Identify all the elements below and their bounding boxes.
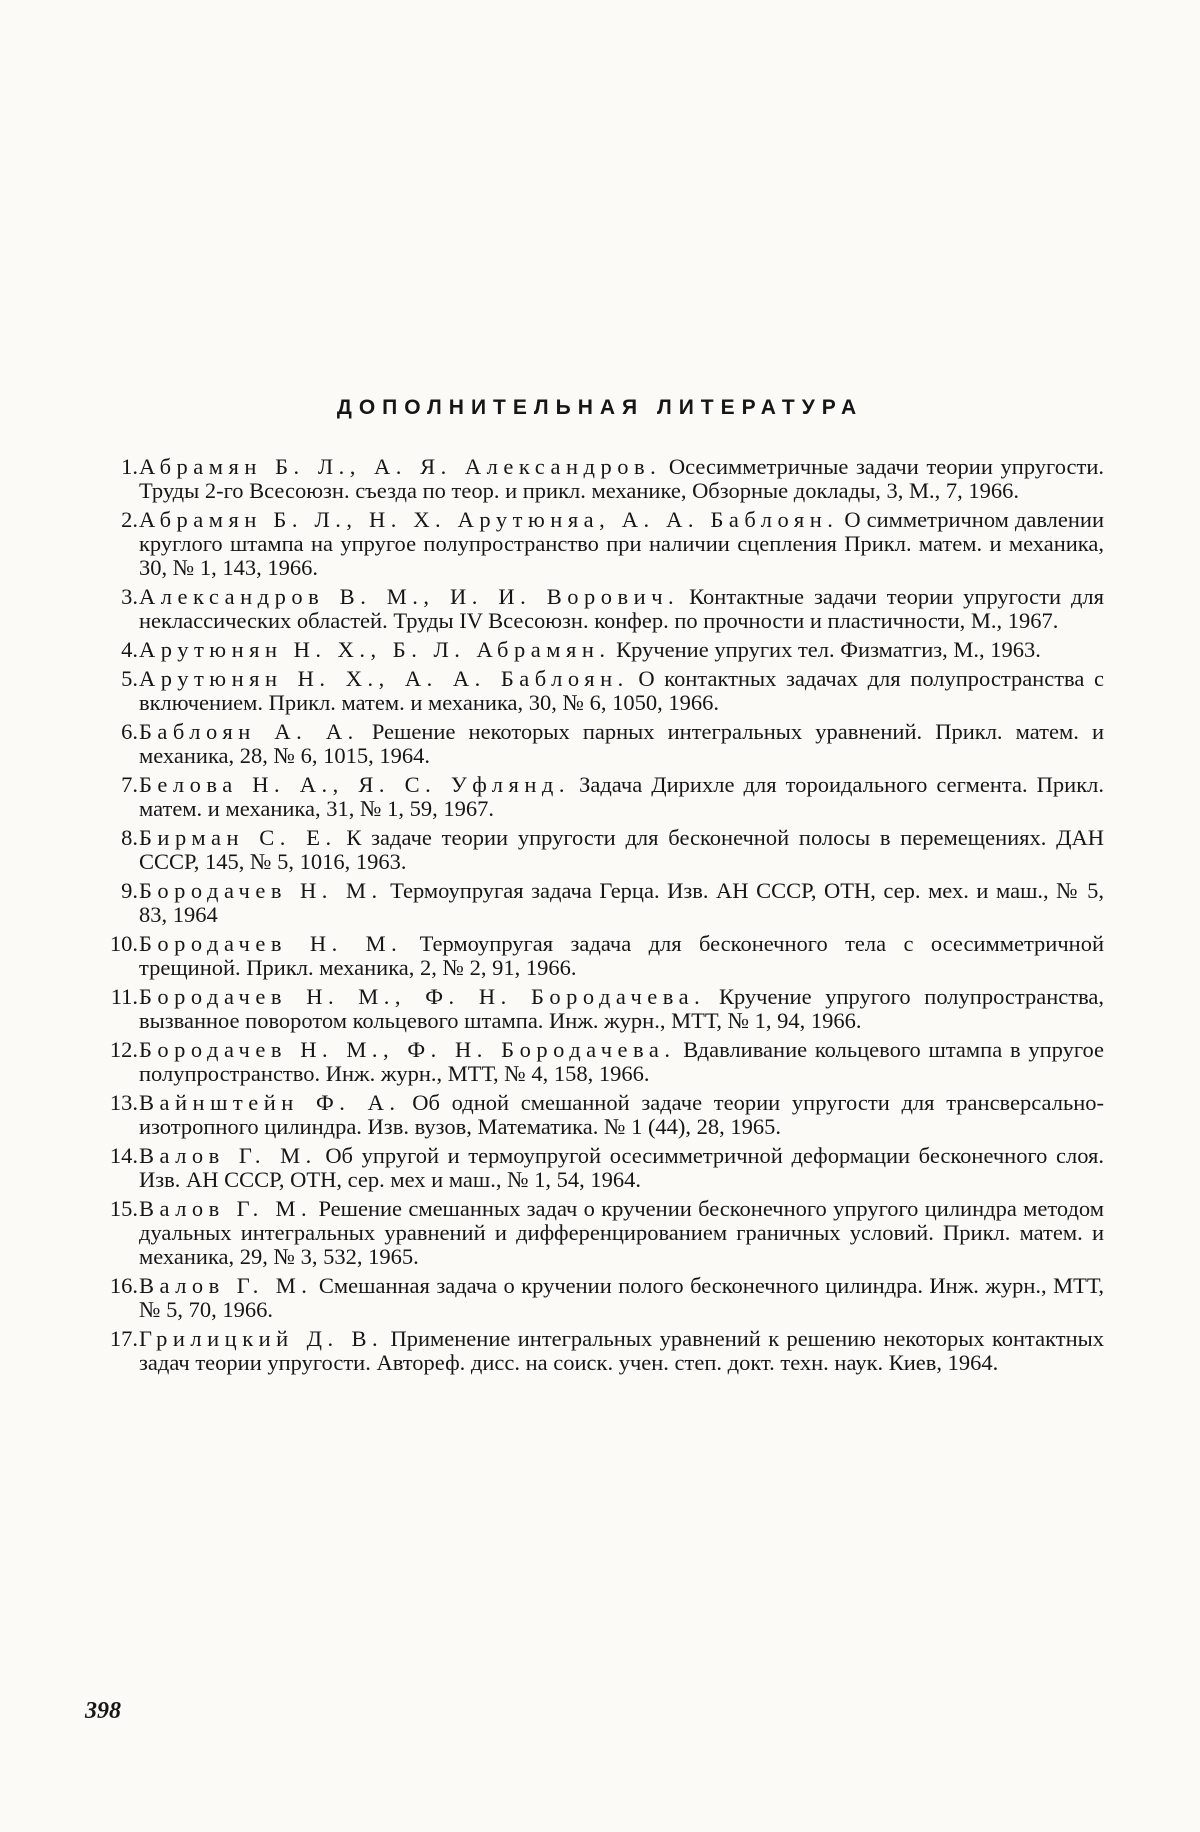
reference-number: 6. [121, 719, 138, 744]
reference-item [0, 826, 1200, 874]
reference-number: 8. [121, 825, 138, 850]
reference-number: 13. [109, 1090, 138, 1115]
reference-authors: Грилицкий Д. В. [139, 1326, 384, 1351]
reference-body [139, 773, 1104, 821]
reference-number: 14. [109, 1143, 138, 1168]
reference-list [0, 455, 1200, 1380]
reference-item [0, 720, 1200, 768]
reference-text: Об одной смешанной задаче теории упругости для трансверсально-изотропного цилиндра. Изв. вузов, Математика. № 1 (44), 28, 1965. [139, 1090, 1105, 1139]
reference-body [139, 1327, 1104, 1375]
reference-body [139, 585, 1104, 633]
reference-authors: Абрамян Б. Л., А. Я. Александров. [139, 454, 662, 479]
reference-text: К задаче теории упругости для бесконечной полосы в перемещениях. ДАН СССР, 145, № 5, 1016, 1963. [139, 825, 1105, 874]
reference-body [139, 1274, 1104, 1322]
reference-item [0, 773, 1200, 821]
reference-text: Смешанная задача о кручении полого бесконечного цилиндра. Инж. журн., МТТ, № 5, 70, 1966. [139, 1273, 1104, 1322]
reference-body [139, 455, 1104, 503]
reference-authors: Бородачев Н. М. [139, 878, 383, 903]
reference-item [0, 879, 1200, 927]
reference-authors: Валов Г. М. [139, 1273, 313, 1298]
reference-authors: Бородачев Н. М., Ф. Н. Бородачева. [139, 984, 706, 1009]
reference-authors: Абрамян Б. Л., Н. Х. Арутюняа, А. А. Баблоян. [139, 507, 839, 532]
reference-text: Термоупругая задача Герца. Изв. АН СССР, ОТН, сер. мех. и маш., № 5, 83, 1964 [139, 878, 1104, 927]
reference-item [0, 585, 1200, 633]
reference-item [0, 1144, 1200, 1192]
reference-number: 16. [109, 1273, 138, 1298]
reference-number: 1. [121, 454, 138, 479]
reference-authors: Арутюнян Н. Х., А. А. Баблоян. [139, 666, 629, 691]
reference-authors: Баблоян А. А. [139, 719, 359, 744]
reference-authors: Арутюнян Н. Х., Б. Л. Абрамян. [139, 637, 611, 662]
reference-body [139, 1091, 1104, 1139]
reference-item [0, 1038, 1200, 1086]
reference-item [0, 985, 1200, 1033]
reference-body [139, 638, 1104, 662]
reference-item [0, 508, 1200, 580]
reference-authors: Вайнштейн Ф. А. [139, 1090, 401, 1115]
reference-number: 10. [109, 931, 138, 956]
reference-text: Вдавливание кольцевого штампа в упругое полупространство. Инж. журн., МТТ, № 4, 158, 1966. [139, 1037, 1104, 1086]
reference-authors: Александров В. М., И. И. Ворович. [139, 584, 680, 609]
reference-body [139, 1197, 1104, 1269]
reference-text: Задача Дирихле для тороидального сегмента. Прикл. матем. и механика, 31, № 1, 59, 1967. [139, 772, 1105, 821]
section-title: ДОПОЛНИТЕЛЬНАЯ ЛИТЕРАТУРА [336, 396, 864, 419]
reference-authors: Бородачев Н. М. [139, 931, 403, 956]
reference-text: Применение интегральных уравнений к решению некоторых контактных задач теории упругости. Автореф. дисс. на соиск. учен. степ. докт. техн. наук. Киев, 1964. [139, 1326, 1104, 1375]
reference-text: Решение смешанных задач о кручении бесконечного упругого цилиндра методом дуальных интегральных уравнений и дифференцированием граничных условий. Прикл. матем. и механика, 29, № 3, 532, 1965. [139, 1196, 1104, 1269]
reference-text: Кручение упругого полупространства, вызванное поворотом кольцевого штампа. Инж. журн., МТТ, № 1, 94, 1966. [139, 984, 1105, 1033]
reference-text: Осесимметричные задачи теории упругости. Труды 2-го Всесоюзн. съезда по теор. и прикл. механике, Обзорные доклады, 3, М., 7, 1966. [139, 454, 1105, 503]
reference-number: 11. [110, 984, 138, 1009]
reference-authors: Валов Г. М. [139, 1143, 317, 1168]
reference-authors: Белова Н. А., Я. С. Уфлянд. [139, 772, 570, 797]
reference-item [0, 1091, 1200, 1139]
reference-text: О контактных задачах для полупространства с включением. Прикл. матем. и механика, 30, № 6, 1050, 1966. [139, 666, 1104, 715]
reference-text: Об упругой и термоупругой осесимметричной деформации бесконечного слоя. Изв. АН СССР, ОТН, сер. мех и маш., № 1, 54, 1964. [139, 1143, 1104, 1192]
reference-body [139, 720, 1104, 768]
reference-number: 5. [121, 666, 138, 691]
reference-number: 3. [121, 584, 138, 609]
reference-number: 17. [109, 1326, 138, 1351]
reference-item [0, 1274, 1200, 1322]
reference-item [0, 667, 1200, 715]
reference-authors: Бирман С. Е. [139, 825, 337, 850]
reference-text: Кручение упругих тел. Физматгиз, М., 1963. [616, 637, 1041, 662]
reference-number: 12. [109, 1037, 138, 1062]
reference-authors: Валов Г. М. [139, 1196, 313, 1221]
reference-text: Решение некоторых парных интегральных уравнений. Прикл. матем. и механика, 28, № 6, 1015, 1964. [139, 719, 1105, 768]
reference-body [139, 932, 1104, 980]
reference-body [139, 985, 1104, 1033]
reference-body [139, 826, 1104, 874]
reference-item [0, 455, 1200, 503]
reference-body [139, 667, 1104, 715]
reference-number: 2. [121, 507, 138, 532]
reference-item [0, 638, 1200, 662]
reference-item [0, 1327, 1200, 1375]
reference-number: 15. [109, 1196, 138, 1221]
reference-authors: Бородачев Н. М., Ф. Н. Бородачева. [139, 1037, 676, 1062]
reference-text: Контактные задачи теории упругости для неклассических областей. Труды IV Всесоюзн. конфер. по прочности и пластичности, М., 1967. [139, 584, 1104, 633]
reference-body [139, 879, 1104, 927]
reference-item [0, 1197, 1200, 1269]
reference-text: О симметричном давлении круглого штампа на упругое полупространство при наличии сцепления Прикл. матем. и механика, 30, № 1, 143, 1966. [139, 507, 1104, 580]
page-number: 398 [85, 1698, 121, 1724]
reference-number: 4. [121, 637, 138, 662]
reference-number: 7. [121, 772, 138, 797]
reference-item [0, 932, 1200, 980]
reference-body [139, 1144, 1104, 1192]
reference-body [139, 508, 1104, 580]
reference-text: Термоупругая задача для бесконечного тела с осесимметричной трещиной. Прикл. механика, 2, № 2, 91, 1966. [139, 931, 1105, 980]
reference-number: 9. [121, 878, 138, 903]
reference-body [139, 1038, 1104, 1086]
